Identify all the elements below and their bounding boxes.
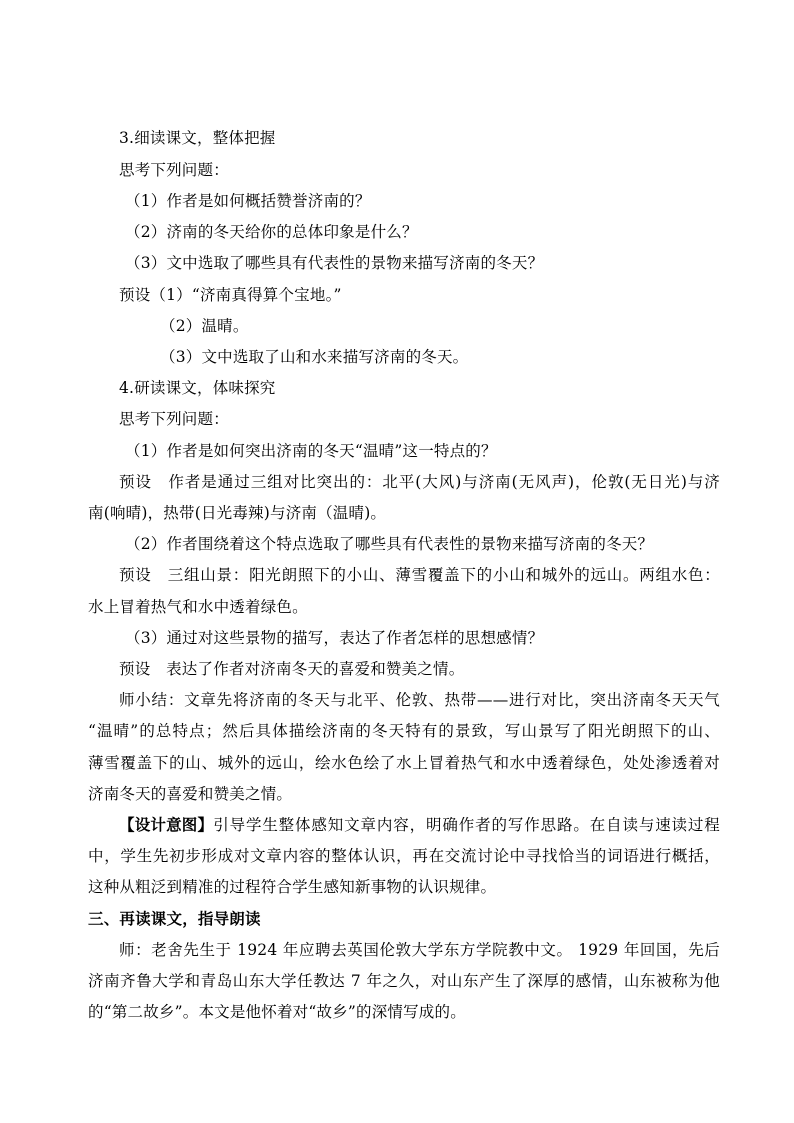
question-item: （1）作者是如何概括赞誉济南的？ [125,192,371,210]
preset-answer: 南(响晴)，热带(日光毒辣)与济南（温晴)。 [88,504,387,522]
design-intent [119,814,720,836]
preset-answer: 预设（1）“济南真得算个宝地。” [119,286,342,304]
design-intent-text: 中，学生先初步形成对文章内容的整体认识，再在交流讨论中寻找恰当的词语进行概括， [88,847,720,865]
section-heading-4: 4.研读课文，体味探究 [119,379,276,397]
preset-answer: （3）文中选取了山和水来描写济南的冬天。 [160,348,469,366]
preset-answer: 预设 作者是通过三组对比突出的：北平(大风)与济南(无风声)，伦敦(无日光)与济 [119,473,720,491]
question-item: （3）文中选取了哪些具有代表性的景物来描写济南的冬天？ [125,254,544,272]
question-item: （2）济南的冬天给你的总体印象是什么？ [125,223,418,241]
section-heading-3: 3.细读课文，整体把握 [119,129,276,147]
design-intent-text: 这种从粗泛到精准的过程符合学生感知新事物的认识规律。 [88,878,497,896]
design-intent-label: 【设计意图】 [119,815,214,834]
body-paragraph: 的“第二故乡”。本文是他怀着对“故乡”的深情写成的。 [88,1003,466,1021]
preset-answer: 预设 三组山景：阳光朗照下的小山、薄雪覆盖下的小山和城外的远山。两组水色： [119,566,720,584]
teacher-summary: 薄雪覆盖下的山、城外的远山，绘水色绘了水上冒着热气和水中透着绿色，处处渗透着对 [88,754,720,772]
question-item: （1）作者是如何突出济南的冬天“温晴”这一特点的？ [125,442,497,460]
teacher-summary: 师小结：文章先将济南的冬天与北平、伦敦、热带——进行对比，突出济南冬天天气 [119,691,720,709]
section-heading-three: 三、再读课文，指导朗读 [88,909,261,928]
design-intent-text: 引导学生整体感知文章内容，明确作者的写作思路。在自读与速读过程 [213,816,720,834]
teacher-summary: 济南冬天的喜爱和赞美之情。 [88,785,293,803]
body-paragraph: 济南齐鲁大学和青岛山东大学任教达 7 年之久，对山东产生了深厚的感情，山东被称为他 [88,972,720,990]
body-paragraph: 师：老舍先生于 1924 年应聘去英国伦敦大学东方学院教中文。 1929 年回国，先后 [119,941,720,959]
question-prompt: 思考下列问题： [119,410,229,428]
preset-answer: 预设 表达了作者对济南冬天的喜爱和赞美之情。 [119,660,465,678]
preset-answer: 水上冒着热气和水中透着绿色。 [88,598,308,616]
question-prompt: 思考下列问题： [119,161,229,179]
preset-answer: （2）温晴。 [160,317,249,335]
teacher-summary: “温晴”的总特点；然后具体描绘济南的冬天特有的景致，写山景写了阳光朗照下的山、 [88,722,720,740]
question-item: （3）通过对这些景物的描写，表达了作者怎样的思想感情？ [125,629,544,647]
question-item: （2）作者围绕着这个特点选取了哪些具有代表性的景物来描写济南的冬天？ [125,535,654,553]
